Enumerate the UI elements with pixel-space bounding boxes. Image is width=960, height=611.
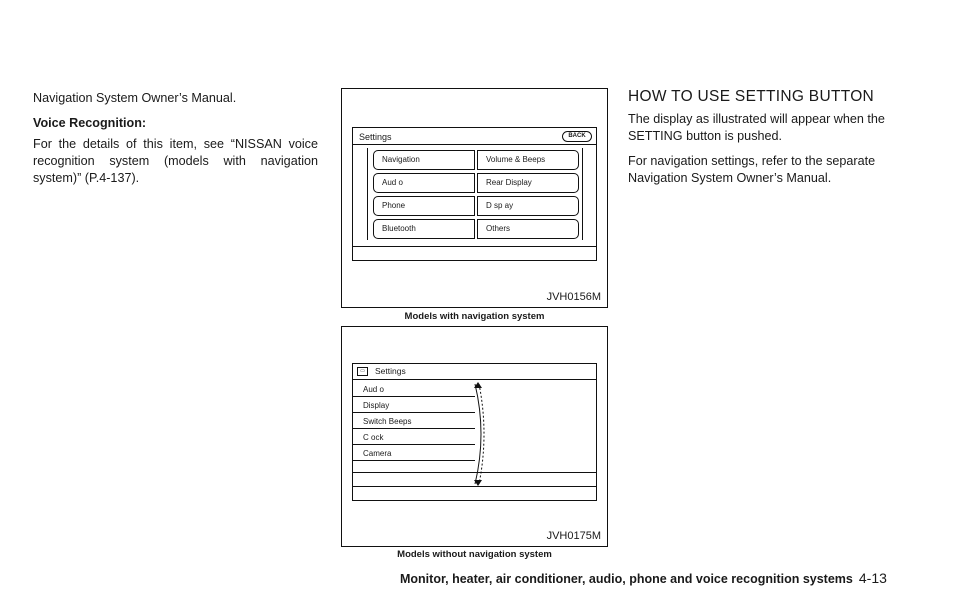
voice-recognition-heading: Voice Recognition: [33,116,147,130]
list-item: C ock [353,430,475,445]
figure-code: JVH0175M [546,530,601,542]
figure-caption: Models with navigation system [404,311,545,322]
navigation-button: Navigation [373,150,475,170]
page-footer [400,570,900,586]
divider [353,246,596,247]
figure-caption: Models without navigation system [397,549,552,560]
section-para-2: For navigation settings, refer to the separate Navigation System Owner’s Manual. [628,154,876,185]
page-number: 4-13 [858,570,887,586]
settings-icon: ▭ [357,367,368,376]
list-item: Camera [353,446,475,461]
volume-beeps-button: Volume & Beeps [477,150,579,170]
audio-button: Aud o [373,173,475,193]
list-item: Aud o [353,382,475,397]
display-button: D sp ay [477,196,579,216]
others-button: Others [477,219,579,239]
left-column [33,90,318,195]
rear-display-button: Rear Display [477,173,579,193]
settings-screen-no-nav [352,363,597,501]
back-button: BACK [562,131,592,142]
bluetooth-button: Bluetooth [373,219,475,239]
settings-screen-nav [352,127,597,261]
divider [353,472,596,473]
list-item: Switch Beeps [353,414,475,429]
intro-text: Navigation System Owner’s Manual. [33,91,237,105]
figure-without-navigation [341,326,608,547]
right-column [628,88,913,195]
footer-title: Monitor, heater, air conditioner, audio, phone and voice recognition systems [400,572,853,586]
screen-title: Settings [375,366,406,376]
section-para-1: The display as illustrated will appear when the SETTING button is pushed. [628,112,885,143]
divider [353,486,596,487]
list-item: Display [353,398,475,413]
title-bar [353,364,596,380]
figure-code: JVH0156M [546,291,601,303]
voice-recognition-body: For the details of this item, see “NISSAN voice recognition system (models with navigation system)” (P.4-137). [33,137,318,185]
phone-button: Phone [373,196,475,216]
section-heading: HOW TO USE SETTING BUTTON [628,88,875,105]
scroll-indicator-icon [473,382,489,486]
divider [353,144,596,145]
screen-title: Settings [359,132,392,142]
figure-with-navigation [341,88,608,308]
